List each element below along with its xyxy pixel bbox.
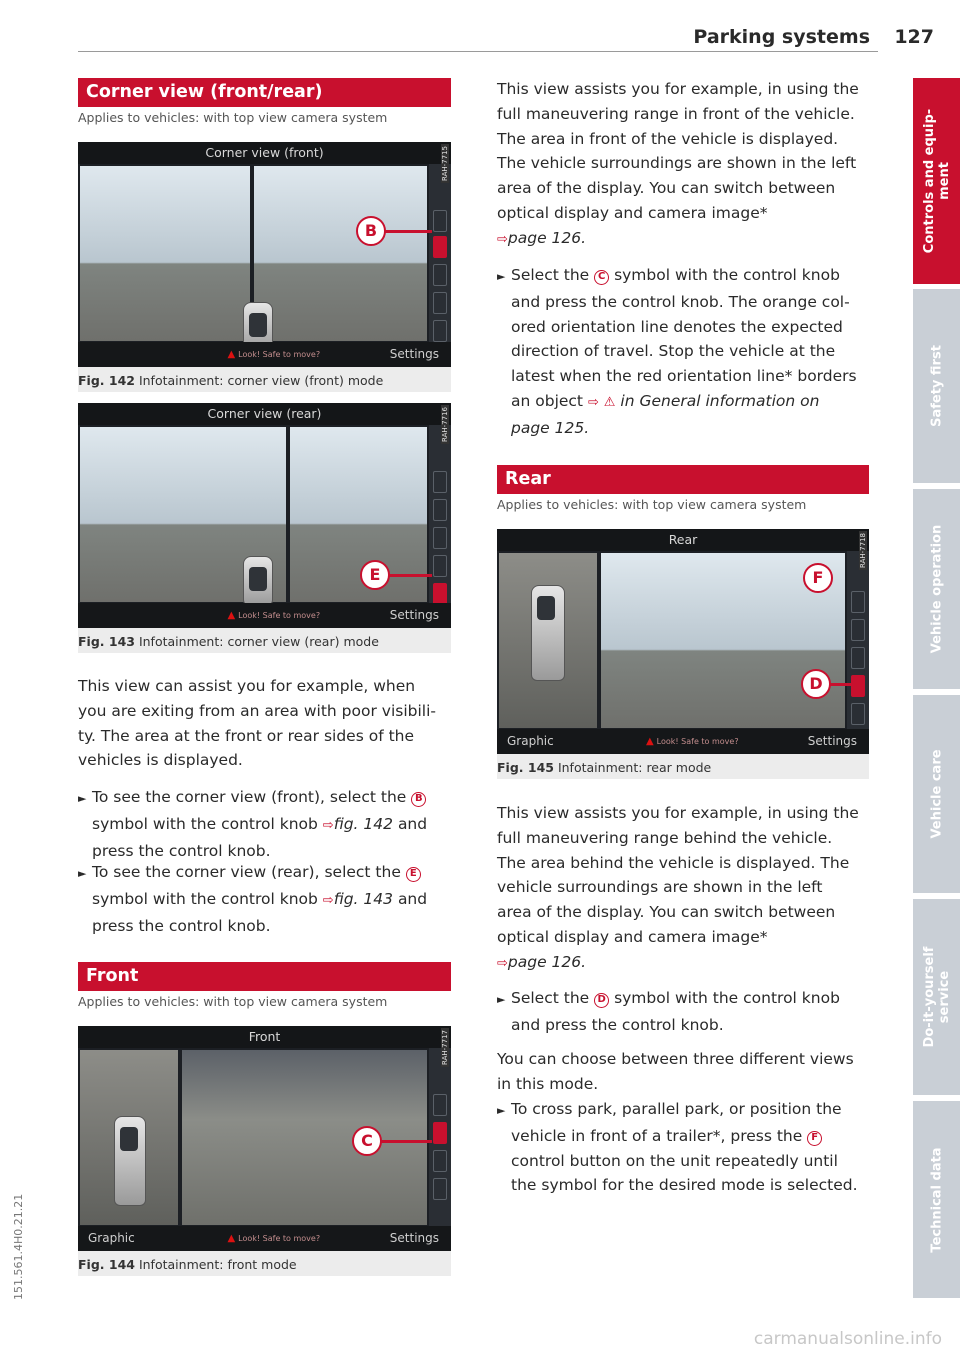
bullet-text: symbol with the control knob: [614, 266, 840, 284]
callout-c: C: [352, 1126, 382, 1156]
bullet-text: Select the: [511, 989, 590, 1007]
side-rail: [847, 551, 869, 729]
page-ref-link[interactable]: page 126.: [507, 952, 587, 971]
rail-button: [433, 499, 447, 521]
rail-button: [433, 471, 447, 493]
infotainment-screen: [497, 529, 869, 754]
text-line: vehicle surroundings are shown in the left: [497, 878, 823, 897]
text-line: ty. The area at the front or rear sides of the: [78, 726, 415, 745]
text-line: in this mode.: [497, 1074, 599, 1093]
rail-button-active: [433, 1122, 447, 1144]
bullet-line: [78, 860, 451, 887]
tab-technical-data[interactable]: [913, 1101, 960, 1298]
bullet-text: and: [397, 889, 428, 908]
rail-button: [433, 320, 447, 342]
warning-ref-link[interactable]: in General information on: [620, 391, 820, 410]
rail-button: [851, 619, 865, 641]
arrow-ref-icon: ⇨: [587, 394, 599, 410]
text-line: vehicles is displayed.: [78, 751, 243, 770]
vehicle-icon: [114, 1116, 146, 1206]
vehicle-icon: [531, 585, 565, 681]
caption-label: Fig. 144: [78, 1257, 135, 1272]
bullet-rear-modes: [497, 1097, 869, 1198]
applies-note: Applies to vehicles: with top view camera system: [78, 110, 388, 125]
infotainment-screen: [78, 1026, 451, 1251]
figure-code: RAH-7717: [441, 1030, 449, 1065]
figure-caption: [78, 373, 383, 388]
figure-ref-link[interactable]: fig. 142: [333, 814, 393, 833]
bullet-line: [497, 1124, 869, 1149]
infotainment-screen: [78, 403, 451, 628]
page-number: 127: [894, 26, 934, 48]
settings-label: Settings: [807, 734, 857, 748]
arrow-ref-icon: ⇨: [322, 817, 334, 833]
tab-label: Safety first: [929, 345, 944, 427]
warning-icon: ▲: [227, 610, 236, 621]
bullet-line: [78, 785, 451, 812]
figure-ref-link[interactable]: fig. 143: [333, 889, 393, 908]
figure-145: [497, 529, 869, 779]
screen-bottom-bar: [78, 342, 451, 367]
bullet-line: [78, 914, 451, 939]
margin-code: 151.561.4H0.21.21: [12, 1193, 25, 1300]
settings-label: Settings: [389, 1231, 439, 1245]
infotainment-screen: [78, 142, 451, 367]
paragraph-views: [497, 1047, 869, 1097]
bullet-triangle-icon: ►: [78, 867, 87, 880]
paragraph-front: [497, 77, 869, 253]
caption-text: Infotainment: front mode: [138, 1257, 297, 1272]
warning-label: Look! Safe to move?: [238, 350, 321, 359]
bullet-line: [497, 389, 869, 416]
warning-label: Look! Safe to move?: [656, 737, 739, 746]
symbol-b: B: [411, 792, 426, 807]
figure-code: RAH-7716: [441, 407, 449, 442]
section-heading-rear: Rear: [497, 465, 869, 494]
bullet-corner-rear: [78, 860, 451, 938]
arrow-ref-icon: ⇨: [497, 231, 508, 247]
warning-text: [646, 736, 739, 747]
tab-do-it-yourself-service[interactable]: [913, 899, 960, 1095]
rail-button-active: [851, 675, 865, 697]
page-ref-link[interactable]: page 125.: [511, 418, 590, 437]
caption-label: Fig. 145: [497, 760, 554, 775]
warning-label: Look! Safe to move?: [238, 1234, 321, 1243]
warning-icon: ▲: [227, 1233, 236, 1244]
bullet-line: [497, 986, 869, 1013]
header-rule: [78, 51, 878, 52]
camera-view-right: [254, 166, 427, 341]
tab-safety-first[interactable]: [913, 289, 960, 483]
text-line: full maneuvering range in front of the vehicle.: [497, 104, 855, 123]
tab-label: Vehicle care: [929, 749, 944, 839]
bullet-text: direction of travel. Stop the vehicle at the: [511, 342, 836, 361]
figure-code: RAH-7718: [859, 533, 867, 568]
settings-label: Settings: [389, 608, 439, 622]
graphic-label: Graphic: [88, 1231, 135, 1245]
rail-button: [851, 703, 865, 725]
screen-title: Rear: [497, 529, 869, 551]
text-line: The vehicle surroundings are shown in the left: [497, 154, 857, 173]
section-heading-front: Front: [78, 962, 451, 991]
rail-button-active: [433, 583, 447, 605]
camera-view-left: [80, 166, 250, 341]
figure-caption: [78, 634, 379, 649]
graphic-label: Graphic: [507, 734, 554, 748]
paragraph-corner-view: [78, 674, 451, 773]
side-rail: [429, 1048, 451, 1226]
figure-code: RAH-7715: [441, 146, 449, 181]
text-line: The area in front of the vehicle is displayed.: [497, 129, 839, 148]
caption-text: Infotainment: rear mode: [557, 760, 712, 775]
bullet-text: To cross park, parallel park, or position the: [511, 1100, 842, 1118]
screen-bottom-bar: [78, 603, 451, 628]
bullet-text: ored orientation line denotes the expected: [511, 317, 843, 336]
text-line: This view assists you for example, in using the: [497, 80, 859, 98]
arrow-ref-icon: ⇨: [497, 955, 508, 971]
bullet-text: control button on the unit repeatedly until: [511, 1151, 838, 1170]
tab-label: Vehicle operation: [929, 524, 944, 654]
tab-vehicle-care[interactable]: [913, 695, 960, 893]
text-line: The area behind the vehicle is displayed. The: [497, 853, 850, 872]
text-line: optical display and camera image*: [497, 927, 768, 946]
bullet-text: the symbol for the desired mode is selected.: [511, 1176, 858, 1195]
bullet-line: [497, 315, 869, 340]
tab-label: Do-it-yourself service: [921, 946, 952, 1048]
page-ref-link[interactable]: page 126.: [507, 228, 587, 247]
rail-button: [433, 555, 447, 577]
caption-label: Fig. 143: [78, 634, 135, 649]
rail-button: [433, 1094, 447, 1116]
bullet-text: an object: [511, 391, 584, 410]
callout-line: [384, 230, 432, 233]
bullet-text: latest when the red orientation line* borders: [511, 367, 857, 386]
bullet-rear-select: [497, 986, 869, 1038]
bullet-text: Select the: [511, 266, 590, 284]
callout-line: [829, 683, 851, 686]
caption-text: Infotainment: corner view (front) mode: [138, 373, 384, 388]
warning-icon: ▲: [645, 736, 654, 747]
text-line: This view assists you for example, in using the: [497, 804, 859, 822]
screen-title: Corner view (front): [78, 142, 451, 164]
bullet-corner-front: [78, 785, 451, 863]
text-line: You can choose between three different views: [497, 1050, 854, 1068]
text-line: full maneuvering range behind the vehicle.: [497, 828, 833, 847]
screen-title: Corner view (rear): [78, 403, 451, 425]
callout-f: F: [803, 563, 833, 593]
tab-vehicle-operation[interactable]: [913, 489, 960, 689]
rail-button: [433, 1178, 447, 1200]
bullet-text: vehicle in front of a trailer*, press the: [511, 1126, 803, 1145]
side-rail: [429, 425, 451, 603]
bullet-triangle-icon: ►: [497, 270, 506, 283]
callout-line: [388, 574, 432, 577]
bullet-text: and: [397, 814, 428, 833]
figure-143: [78, 403, 451, 653]
rail-button: [851, 591, 865, 613]
warning-text: [227, 1233, 320, 1244]
bullet-text: To see the corner view (rear), select the: [92, 863, 401, 881]
warning-text: [227, 349, 320, 360]
text-line: [497, 226, 869, 253]
warning-label: Look! Safe to move?: [238, 611, 321, 620]
text-line: optical display and camera image*: [497, 203, 768, 222]
vehicle-icon: [243, 556, 273, 606]
rail-button: [433, 264, 447, 286]
rail-button: [433, 292, 447, 314]
warning-triangle-icon: ⚠: [603, 394, 616, 410]
bullet-line: [497, 1097, 869, 1124]
bullet-text: press the control knob.: [92, 916, 271, 935]
bullet-front-select: [497, 263, 869, 441]
figure-caption: [78, 1257, 297, 1272]
symbol-c: C: [594, 270, 609, 285]
text-line: This view can assist you for example, when: [78, 677, 416, 695]
applies-note: Applies to vehicles: with top view camera system: [497, 497, 807, 512]
caption-label: Fig. 142: [78, 373, 135, 388]
warning-text: [227, 610, 320, 621]
rail-button: [851, 647, 865, 669]
tab-label: Technical data: [929, 1146, 944, 1253]
paragraph-rear: [497, 801, 869, 977]
bullet-line: [497, 364, 869, 389]
section-heading-corner-view: Corner view (front/rear): [78, 78, 451, 107]
bullet-line: [497, 1173, 869, 1198]
bullet-text: press the control knob.: [92, 841, 271, 860]
screen-bottom-bar: [497, 729, 869, 754]
bullet-line: [497, 1013, 869, 1038]
watermark: carmanualsonline.info: [753, 1329, 942, 1349]
rail-button-active: [433, 236, 447, 258]
warning-icon: ▲: [227, 349, 236, 360]
caption-text: Infotainment: corner view (rear) mode: [138, 634, 379, 649]
rail-button: [433, 210, 447, 232]
screen-title: Front: [78, 1026, 451, 1048]
bullet-line: [497, 416, 869, 441]
text-line: [497, 950, 869, 977]
bullet-line: [497, 290, 869, 315]
bullet-line: [497, 263, 869, 290]
bullet-text: To see the corner view (front), select the: [92, 788, 407, 806]
applies-note: Applies to vehicles: with top view camera system: [78, 994, 388, 1009]
callout-b: B: [356, 216, 386, 246]
rail-button: [433, 1150, 447, 1172]
bullet-text: symbol with the control knob: [614, 989, 840, 1007]
figure-142: [78, 142, 451, 392]
settings-label: Settings: [389, 347, 439, 361]
callout-e: E: [360, 560, 390, 590]
screen-bottom-bar: [78, 1226, 451, 1251]
tab-controls-and-equipment[interactable]: [913, 78, 960, 284]
text-line: area of the display. You can switch between: [497, 179, 836, 198]
bullet-line: [497, 1149, 869, 1174]
symbol-f: F: [807, 1131, 822, 1146]
bullet-text: and press the control knob. The orange col-: [511, 292, 850, 311]
figure-144: [78, 1026, 451, 1276]
figure-caption: [497, 760, 711, 775]
side-rail: [429, 164, 451, 342]
callout-line: [380, 1140, 432, 1143]
bullet-line: [78, 812, 451, 839]
text-line: you are exiting from an area with poor visibili-: [78, 701, 436, 720]
bullet-triangle-icon: ►: [497, 993, 506, 1006]
bullet-text: symbol with the control knob: [92, 889, 318, 908]
bullet-text: and press the control knob.: [511, 1015, 724, 1034]
bullet-triangle-icon: ►: [78, 792, 87, 805]
running-title: Parking systems: [693, 26, 870, 48]
tab-label: Controls and equip- ment: [921, 108, 952, 254]
callout-d: D: [801, 669, 831, 699]
symbol-d: D: [594, 993, 609, 1008]
symbol-e: E: [406, 867, 421, 882]
bullet-line: [78, 887, 451, 914]
camera-view: [182, 1050, 427, 1225]
bullet-line: [497, 339, 869, 364]
text-line: area of the display. You can switch between: [497, 903, 836, 922]
arrow-ref-icon: ⇨: [322, 892, 334, 908]
bullet-triangle-icon: ►: [497, 1104, 506, 1117]
bullet-text: symbol with the control knob: [92, 814, 318, 833]
rail-button: [433, 527, 447, 549]
